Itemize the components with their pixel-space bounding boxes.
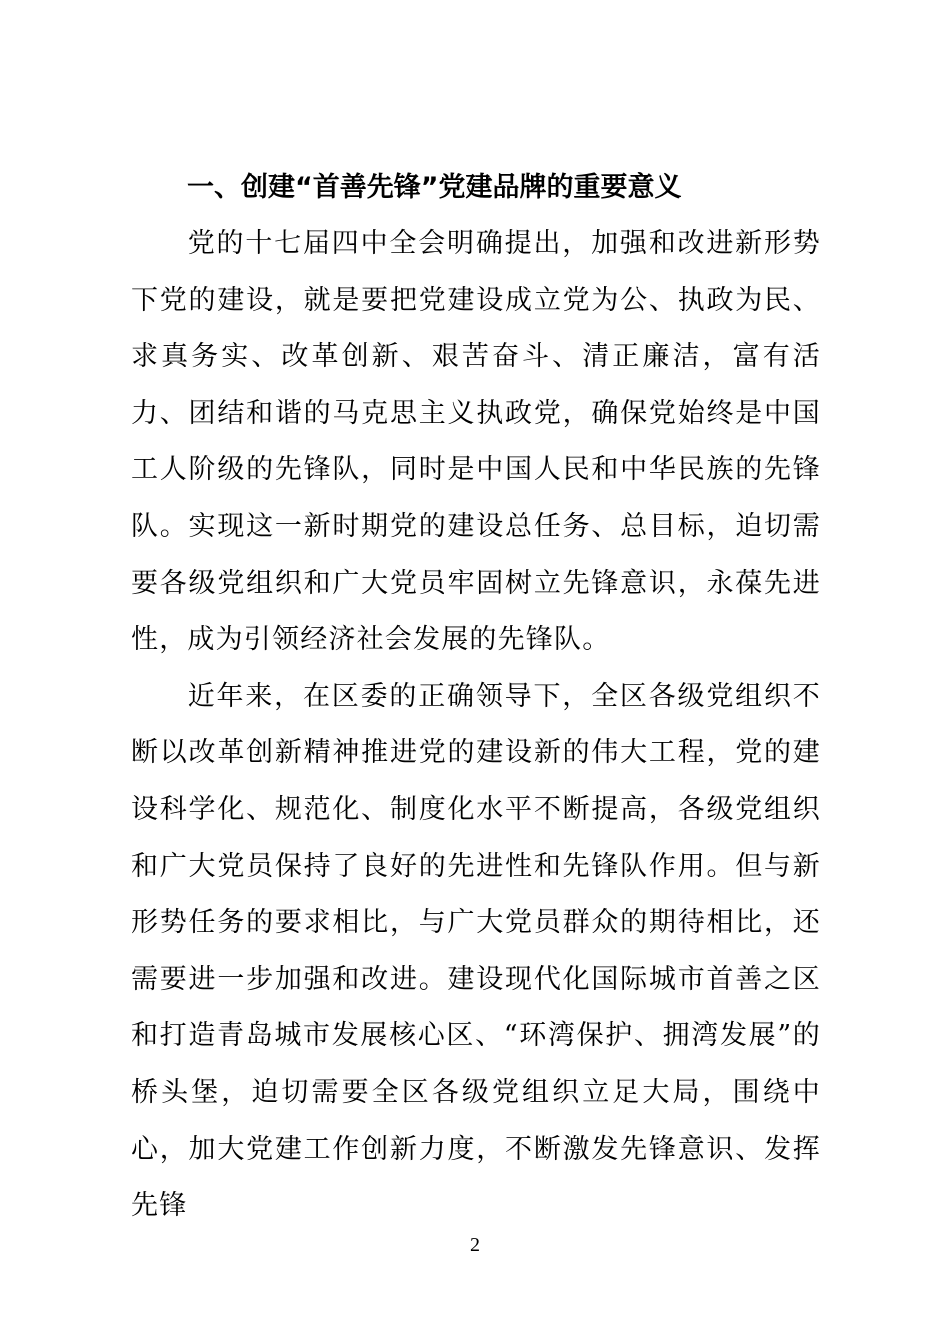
- page-number: 2: [470, 1234, 480, 1256]
- paragraph-2: 近年来，在区委的正确领导下，全区各级党组织不断以改革创新精神推进党的建设新的伟大工程，党的建设科学化、规范化、制度化水平不断提高，各级党组织和广大党员保持了良好的先进性和先锋队作用。但与新形势任务的要求相比，与广大党员群众的期待相比，还需要进一步加强和改进。建设现代化国际城市首善之区和打造青岛城市发展核心区、“环湾保护、拥湾发展”的桥头堡，迫切需要全区各级党组织立足大局，围绕中心，加大党建工作创新力度，不断激发先锋意识、发挥先锋: [131, 680, 821, 1222]
- paragraph-1: 党的十七届四中全会明确提出，加强和改进新形势下党的建设，就是要把党建设成立党为公、执政为民、求真务实、改革创新、艰苦奋斗、清正廉洁，富有活力、团结和谐的马克思主义执政党，确保党始终是中国工人阶级的先锋队，同时是中国人民和中华民族的先锋队。实现这一新时期党的建设总任务、总目标，迫切需要各级党组织和广大党员牢固树立先锋意识，永葆先进性，成为引领经济社会发展的先锋队。: [131, 228, 821, 656]
- section-heading: 一、创建“首善先锋”党建品牌的重要意义: [187, 172, 682, 203]
- document-body: [131, 160, 821, 1235]
